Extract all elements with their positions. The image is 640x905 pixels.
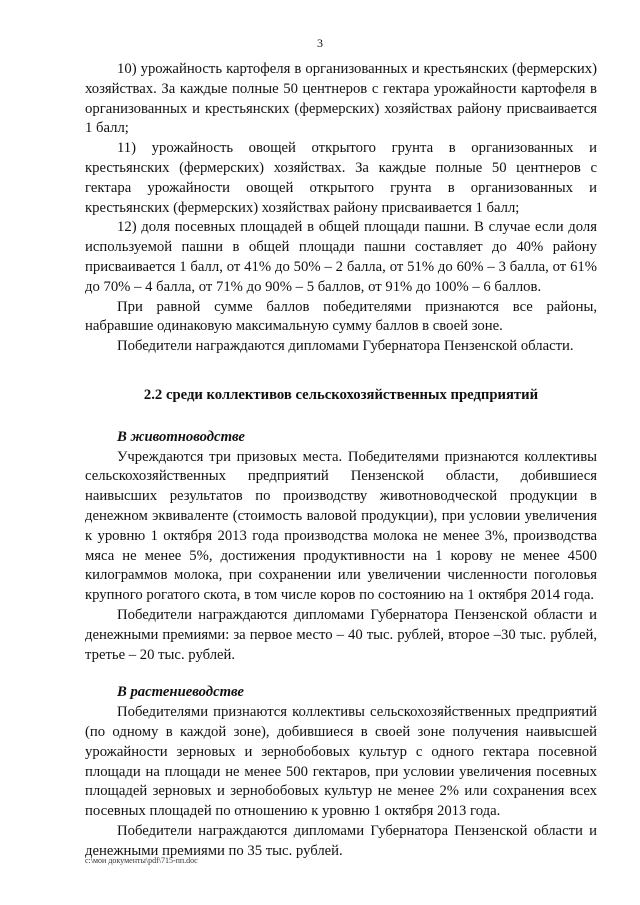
paragraph-item-12: 12) доля посевных площадей в общей площади пашни. В случае если доля используемой пашни в общей площади пашни составляет до 40% району присваивается 1 балл, от 41% до 50% – 2 балла, от 51% до 60% – 3 балла, от 61% до 70% – 4 балла, от 71% до 90% – 5 баллов, от 91% до 100% – 6 баллов.: [85, 219, 597, 295]
paragraph-item-10: 10) урожайность картофеля в организованных и крестьянских (фермерских) хозяйствах. За каждые полные 50 центнеров с гектара урожайности картофеля в организованных и крестьянских (фермерских) хозяйствах району присваивается 1 балл;: [85, 61, 597, 137]
paragraph-equal-score: При равной сумме баллов победителями признаются все районы, набравшие одинаковую максимальную сумму баллов в своей зоне.: [85, 298, 597, 335]
paragraph-awards: Победители награждаются дипломами Губернатора Пензенской области.: [117, 338, 574, 355]
livestock-heading: В животноводстве: [117, 428, 245, 445]
crops-paragraph: Победителями признаются коллективы сельскохозяйственных предприятий (по одному в каждой зоне), добившиеся в своей зоне получения наивысшей урожайности зерновых и зернобобовых культур с одного гектара посевной площади на площади не менее 500 гектаров, при условии увеличения посевных площадей зерновых и зернобобовых культур не менее 2% или сохранения всех посевных площадей по отношению к уровню 1 октября 2013 года.: [85, 704, 597, 820]
crops-awards: Победители награждаются дипломами Губернатора Пензенской области и денежными премиями по 35 тыс. рублей.: [85, 822, 597, 859]
paragraph-item-11: 11) урожайность овощей открытого грунта в организованных и крестьянских (фермерских) хозяйствах. За каждые полные 50 центнеров с гектара урожайности овощей открытого грунта в организованных и крестьянских (фермерских) хозяйствах району присваивается 1 балл;: [85, 140, 597, 216]
section-heading: 2.2 среди коллективов сельскохозяйственных предприятий: [143, 386, 539, 403]
livestock-awards: Победители награждаются дипломами Губернатора Пензенской области и денежными премиями: за первое место – 40 тыс. рублей, второе –30 тыс. рублей, третье – 20 тыс. рублей.: [85, 606, 597, 663]
livestock-paragraph: Учреждаются три призовых места. Победителями признаются коллективы сельскохозяйственных предприятий Пензенской области, добившиеся наивысших результатов по производству животноводческой продукции в денежном эквиваленте (стоимость валовой продукции), при условии увеличения к уровню 1 октября 2013 года производства молока не менее 3%, производства мяса не менее 5%, достижения продуктивности на 1 корову не менее 4500 килограммов молока, при сохранении или увеличении численности поголовья крупного рогатого скота, в том числе коров по состоянию на 1 октября 2014 года.: [85, 448, 597, 604]
document-body: [85, 60, 597, 861]
footer-file-path: c:\мои документы\pdf\715-пп.doc: [85, 856, 198, 865]
crops-heading: В растениеводстве: [117, 684, 244, 701]
page-number: 3: [317, 36, 323, 50]
spacer: [85, 665, 597, 683]
